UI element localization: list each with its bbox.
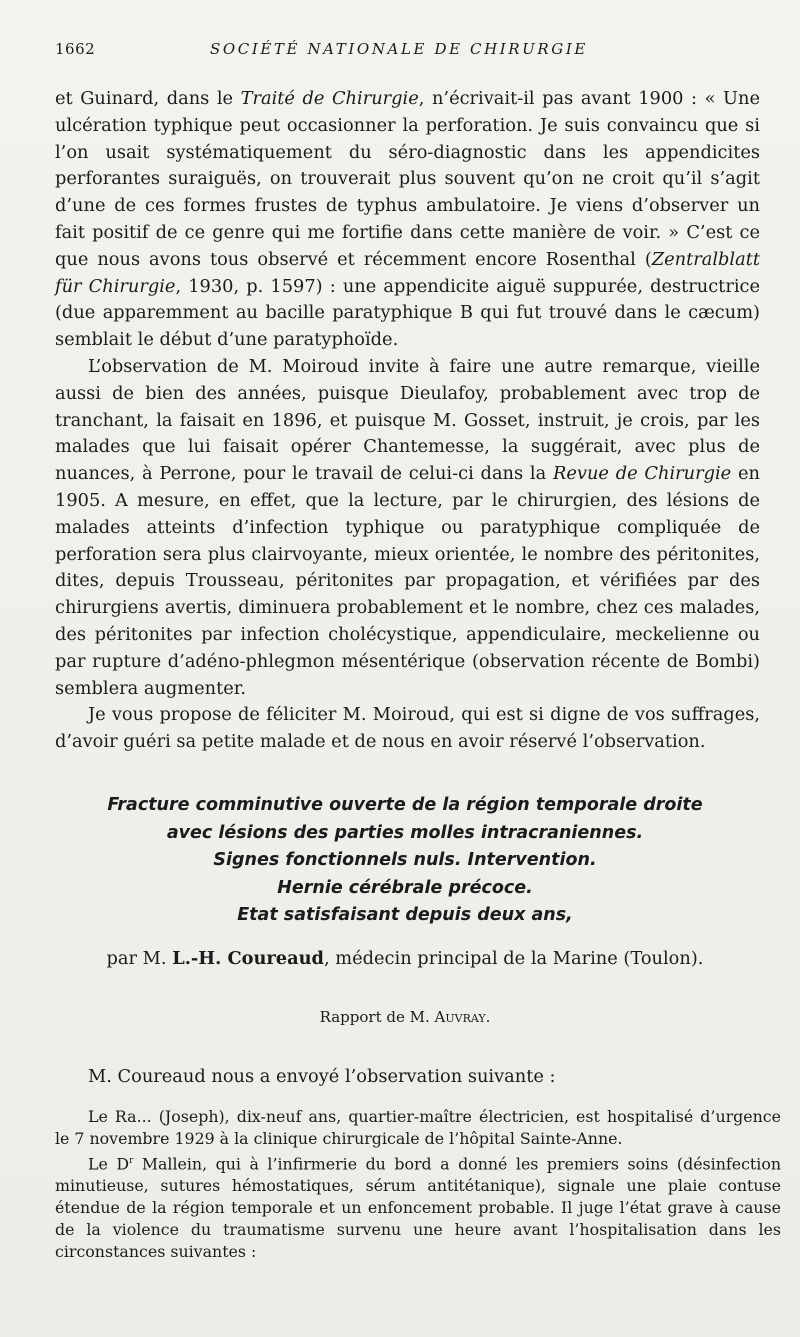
citation-traite-de-chirurgie: Traité de Chirurgie bbox=[240, 88, 419, 109]
citation-zentralblatt: Zentralblatt für Chirurgie bbox=[55, 248, 760, 297]
paragraph-1-text-b: , n’écrivait-il pas avant 1900 : « Une ulcération typhique peut occasionner la perforation. Je suis convaincu que si l’on usait systématiquement du séro-diagnostic dans les appendicites perforantes suraiguës, on trouverait plus souvent qu’on ne croit qu’il s’agit d’une de ces formes frustes de typhus ambulatoire. Je viens d’observer un fait positif de ce genre qui me fortifie dans cette manière de voir. » C’est ce que nous avons tous observé et récemment encore Rosenthal ( bbox=[55, 88, 760, 270]
paragraph-3: Je vous propose de féliciter M. Moiroud, qui est si digne de vos suffrages, d’avoir guéri sa petite malade et de nous en avoir réservé l’observation. bbox=[55, 704, 760, 753]
title-line: Etat satisfaisant depuis deux ans, bbox=[237, 905, 573, 926]
paragraph-2 bbox=[55, 354, 760, 702]
paragraph-2-text-a: L’observation de M. Moiroud invite à faire une autre remarque, vieille aussi de bien des années, puisque Dieulafoy, probablement avec trop de tranchant, la faisait en 1896, et puisque M. Gosset, instruit, je crois, par les malades que lui faisait opérer Chantemesse, la suggérait, avec plus de nuances, à Perrone, pour le travail de celui-ci dans la bbox=[55, 355, 760, 485]
title-line: Fracture comminutive ouverte de la région temporale droite bbox=[107, 795, 703, 815]
article-title bbox=[40, 792, 770, 930]
author-line bbox=[40, 948, 770, 969]
paragraph-1-text-c: , 1930, p. 1597) : une appendicite aiguë suppurée, destructrice (due apparemment au bacille paratyphique B qui fut trouvé dans le cæcum) semblait le début d’une paratyphoïde. bbox=[55, 275, 760, 351]
author-name: L.-H. Coureaud bbox=[172, 948, 324, 969]
title-line: Signes fonctionnels nuls. Intervention. bbox=[213, 850, 597, 871]
report-line bbox=[40, 1008, 770, 1026]
citation-revue-de-chirurgie: Revue de Chirurgie bbox=[553, 463, 732, 485]
paragraph-1-text-a: et Guinard, dans le bbox=[55, 88, 241, 109]
observation-paragraph-2 bbox=[55, 1150, 781, 1263]
author-prefix: par M. bbox=[106, 948, 173, 969]
report-suffix: . bbox=[485, 1008, 491, 1026]
title-line: avec lésions des parties molles intracraniennes. bbox=[166, 822, 644, 843]
running-title: SOCIÉTÉ NATIONALE DE CHIRURGIE bbox=[210, 40, 588, 58]
observation-2-text-a: Le D bbox=[88, 1154, 130, 1174]
author-affiliation: , médecin principal de la Marine (Toulon). bbox=[323, 948, 704, 969]
report-prefix: Rapport de M. bbox=[319, 1008, 435, 1026]
running-header bbox=[55, 40, 770, 64]
reporter-name: Auvray bbox=[434, 1008, 486, 1026]
paragraph-2-text-b: en 1905. A mesure, en effet, que la lecture, par le chirurgien, des lésions de malades atteints d’infection typhique ou paratyphique compliquée de perforation sera plus clairvoyante, mieux orientée, le nombre des péritonites, dites, depuis Trousseau, péritonites par propagation, et vérifiées par des chirurgiens avertis, diminuera probablement et le nombre, chez ces malades, des péritonites par infection cholécystique, appendiculaire, meckelienne ou par rupture d’adéno-phlegmon mésentérique (observation récente de Bombi) semblera augmenter. bbox=[55, 463, 760, 699]
page-number: 1662 bbox=[55, 40, 96, 58]
previous-report-text bbox=[55, 86, 760, 756]
lead-sentence: M. Coureaud nous a envoyé l’observation suivante : bbox=[88, 1066, 556, 1087]
superscript-r: r bbox=[129, 1156, 134, 1166]
observation-2-text-b: Mallein, qui à l’infirmerie du bord a donné les premiers soins (désinfection minutieuse, sutures hémostatiques, sérum antitétanique), signale une plaie contuse étendue de la région temporale et un enfoncement probable. Il juge l’état grave à cause de la violence du traumatisme survenu une heure avant l’hospitalisation dans les circonstances suivantes : bbox=[55, 1154, 782, 1262]
paragraph-1 bbox=[55, 86, 760, 354]
observation-paragraph-1: Le Ra... (Joseph), dix-neuf ans, quartier-maître électricien, est hospitalisé d’urgence le 7 novembre 1929 à la clinique chirurgicale de l’hôpital Sainte-Anne. bbox=[55, 1107, 781, 1148]
title-line: Hernie cérébrale précoce. bbox=[277, 877, 533, 898]
observation-text bbox=[55, 1106, 781, 1263]
